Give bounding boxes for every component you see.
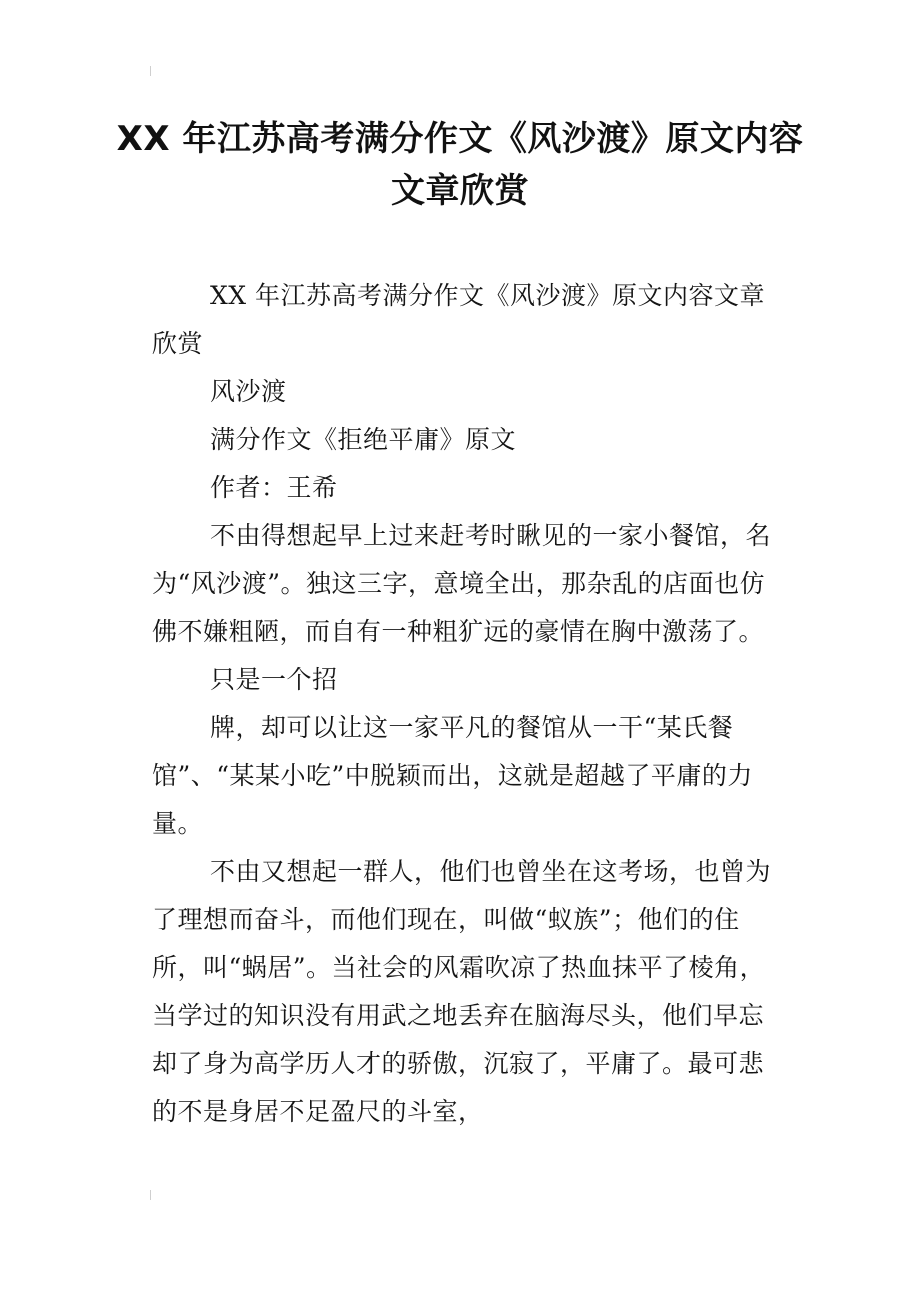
paragraph-subtitle: XX 年江苏高考满分作文《风沙渡》原文内容文章欣赏 [152, 281, 766, 358]
paragraph-author: 作者：王希 [210, 473, 338, 502]
paragraph-essay-title: 风沙渡 [210, 377, 287, 406]
document-body [152, 272, 772, 1136]
paragraph-body-2: 只是一个招 [210, 665, 338, 694]
paragraph-body-3: 牌，却可以让这一家平凡的餐馆从一干“某氏餐馆”、“某某小吃”中脱颖而出，这就是超越了平庸的力量。 [152, 713, 753, 838]
document-title: XX 年江苏高考满分作文《风沙渡》原文内容文章欣赏 [116, 119, 804, 211]
crop-mark-top [150, 66, 155, 76]
crop-mark-bottom [150, 1190, 155, 1200]
paragraph-body-4: 不由又想起一群人，他们也曾坐在这考场，也曾为了理想而奋斗，而他们现在，叫做“蚁族”；他们的住所，叫“蜗居”。当社会的风霜吹凉了热血抹平了棱角，当学过的知识没有用武之地丢弃在脑海尽头，他们早忘却了身为高学历人才的骄傲，沉寂了，平庸了。最可悲的不是身居不足盈尺的斗室， [152, 857, 772, 1126]
paragraph-body-1: 不由得想起早上过来赶考时瞅见的一家小餐馆，名为“风沙渡”。独这三字，意境全出，那杂乱的店面也仿佛不嫌粗陋，而自有一种粗犷远的豪情在胸中激荡了。 [152, 521, 772, 646]
paragraph-original-note: 满分作文《拒绝平庸》原文 [210, 425, 517, 454]
